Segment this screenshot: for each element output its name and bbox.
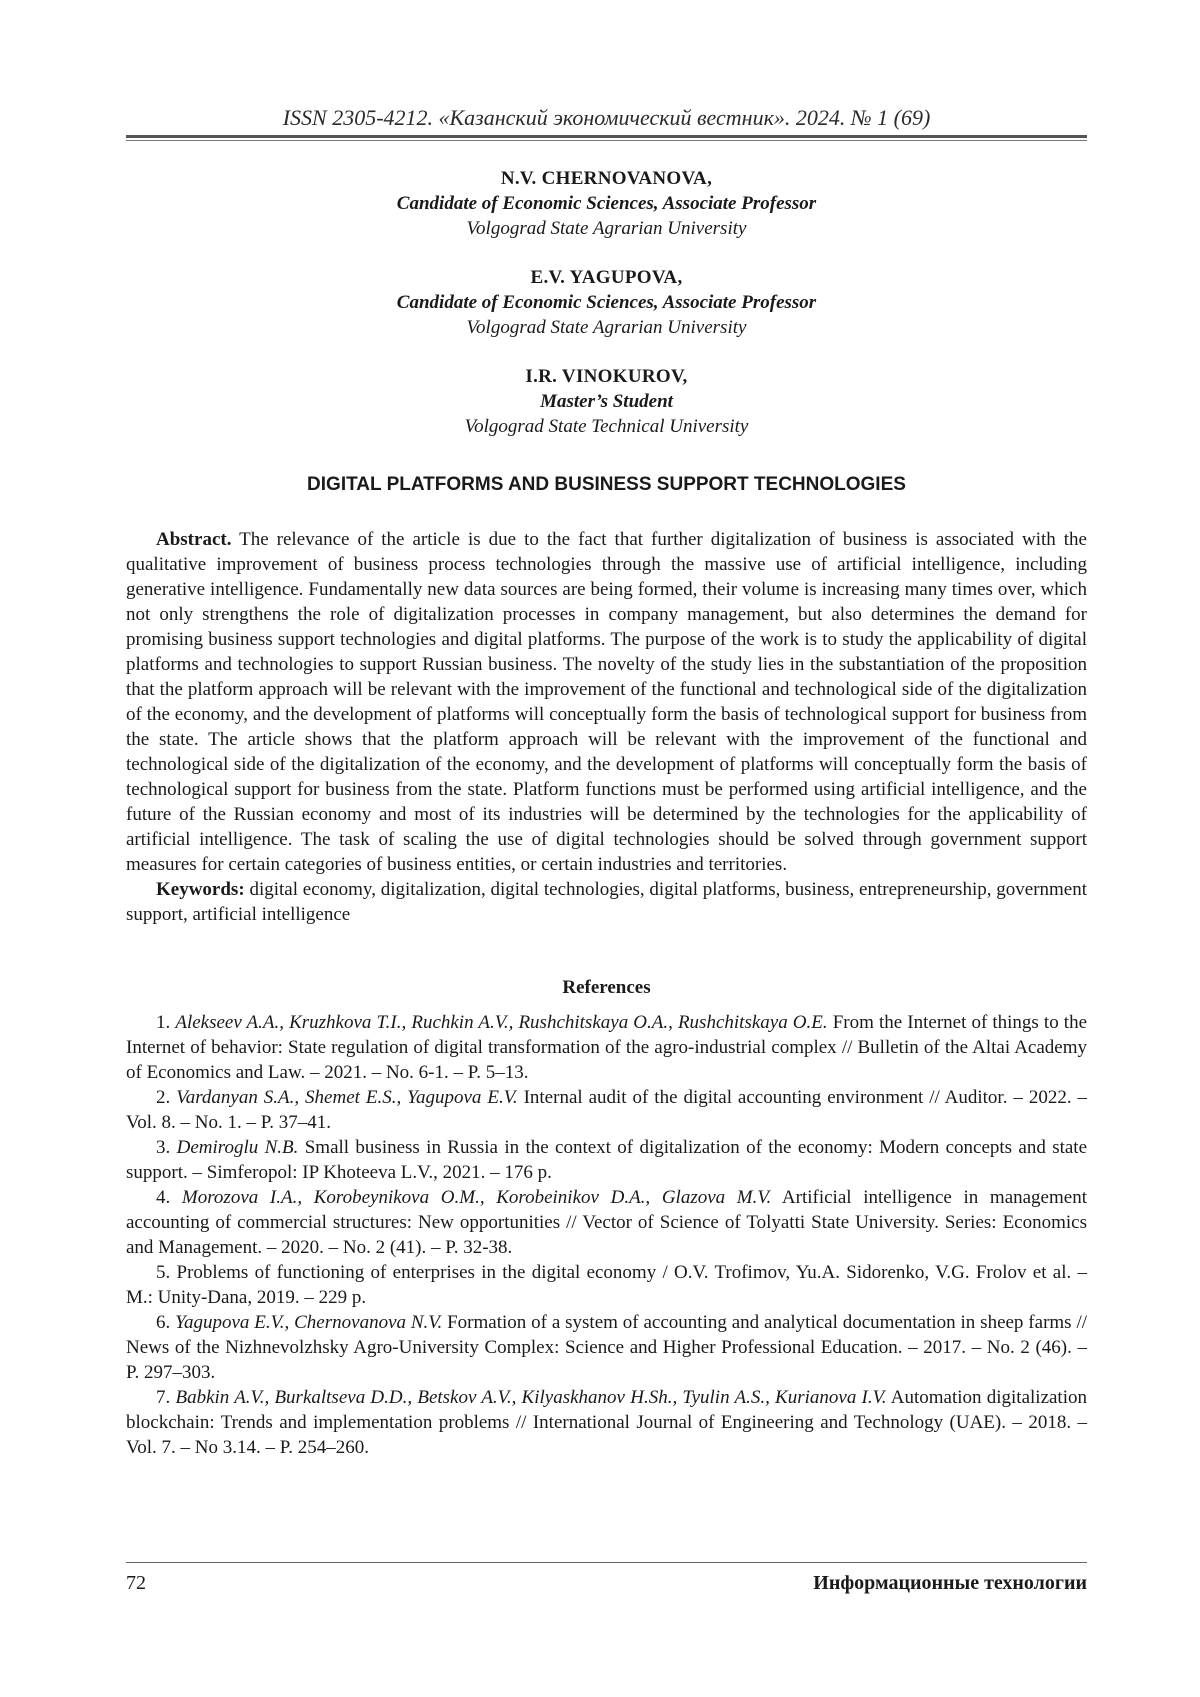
article-title: DIGITAL PLATFORMS AND BUSINESS SUPPORT TECHNOLOGIES [307,474,906,495]
references-heading: References [562,977,651,998]
header-rule-thin [126,140,1087,141]
author-list [126,166,1087,463]
footer-rule [126,1562,1087,1563]
author-name: I.R. VINOKUROV, [525,366,688,387]
author-degree: Candidate of Economic Sciences, Associate Professor [396,193,817,214]
author-block [126,166,1087,241]
abstract-label: Abstract. [156,529,232,550]
reference-list [126,1010,1087,1460]
reference-item [126,1010,1087,1085]
article-page [126,0,1087,1697]
reference-item [126,1185,1087,1260]
abstract-section [126,527,1087,927]
abstract-paragraph [126,527,1087,877]
reference-number: 4. [156,1187,171,1208]
reference-number: 1. [156,1012,171,1033]
reference-item [126,1085,1087,1135]
reference-item [126,1260,1087,1310]
author-degree: Master’s Student [540,391,673,412]
reference-authors: Babkin A.V., Burkaltseva D.D., Betskov A.V., Kilyaskhanov H.Sh., Tyulin A.S., Kurianova I.V. [175,1387,887,1408]
reference-authors: Demiroglu N.B. [176,1137,299,1158]
keywords-label: Keywords: [156,879,245,900]
author-name: N.V. CHERNOVANOVA, [500,168,713,189]
reference-text: From the Internet of things to the Internet of behavior: State regulation of digital transformation of the agro-industrial complex // Bulletin of the Altai Academy of Economics and Law. – 2021. – No. 6-1. – P. 5–13. [126,1012,1088,1083]
page-number: 72 [126,1572,146,1594]
reference-text: Problems of functioning of enterprises in the digital economy / O.V. Trofimov, Yu.A. Sidorenko, V.G. Frolov et al. – M.: Unity-Dana, 2019. – 229 p. [126,1262,1088,1308]
reference-number: 7. [156,1387,171,1408]
author-name: E.V. YAGUPOVA, [530,267,683,288]
reference-item [126,1135,1087,1185]
reference-authors: Yagupova E.V., Chernovanova N.V. [175,1312,443,1333]
author-affiliation: Volgograd State Agrarian University [466,218,747,239]
abstract-text: The relevance of the article is due to the fact that further digitalization of business is associated with the qualitative improvement of business process technologies through the massive use of artificial intelligence, including generative intelligence. Fundamentally new data sources are being formed, their volume is increasing many times over, which not only strengthens the role of digitalization processes in company management, but also determines the demand for promising business support technologies and digital platforms. The purpose of the work is to study the applicability of digital platforms and technologies to support Russian business. The novelty of the study lies in the substantiation of the proposition that the platform approach will be relevant with the improvement of the functional and technological side of the digitalization of the economy, and the development of platforms will conceptually form the basis of technological support for business from the state. The article shows that the platform approach will be relevant with the improvement of the functional and technological side of the digitalization of the economy, and the development of platforms will conceptually form the basis of technological support for business from the state. Platform functions must be performed using artificial intelligence, and the future of the Russian economy and most of its industries will be determined by the technologies for the applicability of artificial intelligence. The task of scaling the use of digital technologies should be solved through government support measures for certain categories of business entities, or certain industries and territories. [126,529,1087,875]
keywords-paragraph [126,877,1087,927]
header-rule-thick [126,135,1087,138]
reference-text: Artificial intelligence in management accounting of commercial structures: New opportunities // Vector of Science of Tolyatti State University. Series: Economics and Management. – 2020. – No. 2 (41). – P. 32-38. [126,1187,1087,1258]
reference-authors: Vardanyan S.A., Shemet E.S., Yagupova E.V. [176,1087,518,1108]
keywords-text: digital economy, digitalization, digital technologies, digital platforms, business, entrepreneurship, government support, artificial intelligence [126,879,1088,925]
reference-text: Small business in Russia in the context of digitalization of the economy: Modern concepts and state support. – Simferopol: IP Khoteeva L.V., 2021. – 176 p. [126,1137,1088,1183]
journal-header: ISSN 2305-4212. «Казанский экономический вестник». 2024. № 1 (69) [282,105,931,130]
reference-number: 2. [156,1087,171,1108]
reference-number: 6. [156,1312,171,1333]
reference-authors: Morozova I.A., Korobeynikova O.M., Korobeinikov D.A., Glazova M.V. [181,1187,772,1208]
author-affiliation: Volgograd State Technical University [464,416,749,437]
reference-authors: Alekseev A.A., Kruzhkova T.I., Ruchkin A.V., Rushchitskaya O.A., Rushchitskaya O.E. [175,1012,828,1033]
reference-item [126,1385,1087,1460]
author-affiliation: Volgograd State Agrarian University [466,317,747,338]
author-block [126,265,1087,340]
reference-text: Automation digitalization blockchain: Trends and implementation problems // International Journal of Engineering and Technology (UAE). – 2018. – Vol. 7. – No 3.14. – P. 254–260. [126,1387,1087,1458]
reference-text: Internal audit of the digital accounting environment // Auditor. – 2022. – Vol. 8. – No. 1. – P. 37–41. [126,1087,1088,1133]
section-name: Информационные технологии [813,1572,1087,1594]
reference-text: Formation of a system of accounting and analytical documentation in sheep farms // News of the Nizhnevolzhsky Agro-University Complex: Science and Higher Professional Education. – 2017. – No. 2 (46). – P. 297–303. [126,1312,1087,1383]
author-degree: Candidate of Economic Sciences, Associate Professor [396,292,817,313]
reference-number: 3. [156,1137,171,1158]
reference-number: 5. [156,1262,171,1283]
author-block [126,364,1087,439]
reference-item [126,1310,1087,1385]
